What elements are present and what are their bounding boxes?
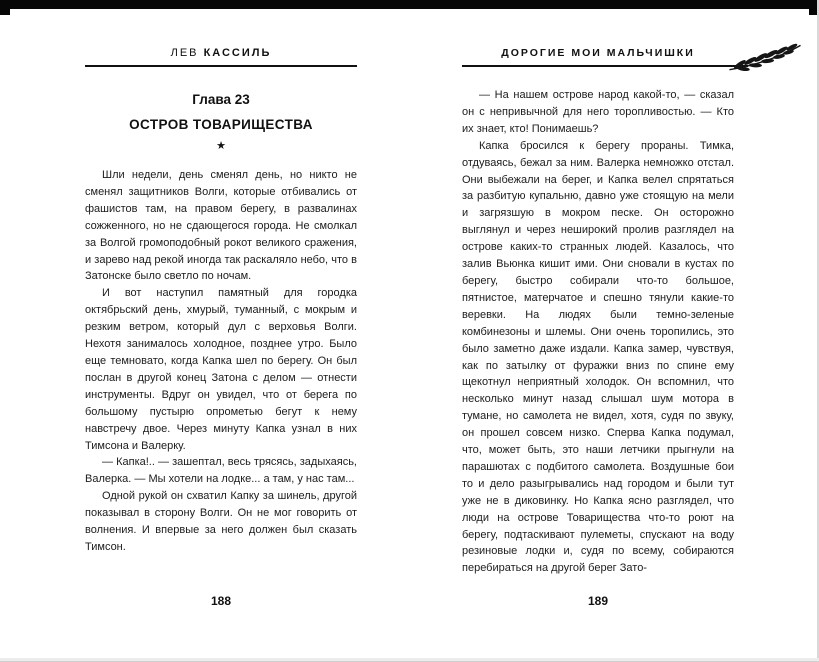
page-right <box>462 0 734 662</box>
author-last-name: КАССИЛЬ <box>203 47 272 59</box>
chapter-title: ОСТРОВ ТОВАРИЩЕСТВА <box>129 117 313 132</box>
page-number-left: 188 <box>210 594 232 608</box>
author-first-name: ЛЕВ <box>170 47 199 59</box>
paragraph: Капка бросился к берегу прораны. Тимка, отдуваясь, бежал за ним. Валерка немножко отстал. Они выбежали на берег, и Капка велел спрятаться за разбитую купальню, давно уже стоящую на мели и загрязшую в мокром песке. Он осторожно выглянул и через неширокий пролив разглядел на острове каких-то странных людей. Казалось, что залив Вьюнка кишит ими. Они сновали в кустах по берегу, быстро собирали что-то большое, пятнистое, матерчатое и спешно тянули какие-то веревки. На людях были темно-зеленые комбинезоны и шлемы. Они очень торопились, это было заметно даже издали. Капка замер, чувствуя, как по затылку от фуражки вниз по спине ему щекотнул неприятный холодок. Он вспомнил, что несколько минут назад слышал шум мотора в тумане, но самолета не видел, хотя, судя по звуку, он прошел совсем низко. Сперва Капка подумал, что, может быть, это наши летчики прыгнули на парашютах с подбитого самолета. Воздушные бои то и дело разыгрывались над городом и были тут уже не в диковинку. Но Капка ясно разглядел, что люди на острове Товарищества что-то роют на берегу, подтаскивают пулеметы, спускают на воду резиновые лодки и, судя по всему, собираются перебираться на другой берег Зато- <box>462 139 734 575</box>
chapter-number: Глава 23 <box>192 92 250 107</box>
paragraph: — Капка!.. — зашептал, весь трясясь, задыхаясь, Валерка. — Мы хотели на лодке... а там, у нас там... <box>85 456 357 486</box>
top-left-corner-mark <box>0 0 10 15</box>
running-head-title: ДОРОГИЕ МОИ МАЛЬЧИШКИ <box>501 47 695 59</box>
laurel-branch-icon <box>726 40 804 75</box>
running-head-rule-left <box>85 65 357 67</box>
paragraph: Шли недели, день сменял день, но никто не сменял защитников Волги, которые отбивались от фашистов там, на правом берегу, в развалинах сожженного, но не сдающегося города. Не смолкал за Волгой громоподобный рокот великого сражения, и зарево над рекой иногда так раскаляло небо, что в Затонске было светло по ночам. <box>85 169 357 283</box>
running-head-rule-right <box>462 65 748 67</box>
page-left <box>85 0 357 662</box>
paragraph: Одной рукой он схватил Капку за шинель, другой показывал в сторону Волги. Он не мог говорить от волнения. И впервые за него должен был сказать Тимсон. <box>85 490 357 553</box>
star-ornament: ★ <box>216 140 226 152</box>
running-head-author <box>85 47 357 59</box>
paragraph: И вот наступил памятный для городка октябрьский день, хмурый, туманный, с мокрым и резким ветром, который дул с верховья Волги. Нехотя занималось холодное, позднее утро. Было еще темновато, когда Капка шел по берегу. Он был послан в другой конец Затона с делом — отнести инструменты. Вдруг он увидел, что от берега по большому пустырю опрометью бегут к нему навстречу двое. Через минуту Капка узнал в них Тимсона и Валерку. <box>85 287 357 452</box>
body-text-right <box>462 87 734 577</box>
body-text-left <box>85 167 357 556</box>
paragraph: — На нашем острове народ какой-то, — сказал он с непривычной для него торопливостью. — Кто их знает, кто! Понимаешь? <box>462 89 734 135</box>
page-number-right: 189 <box>587 594 609 608</box>
